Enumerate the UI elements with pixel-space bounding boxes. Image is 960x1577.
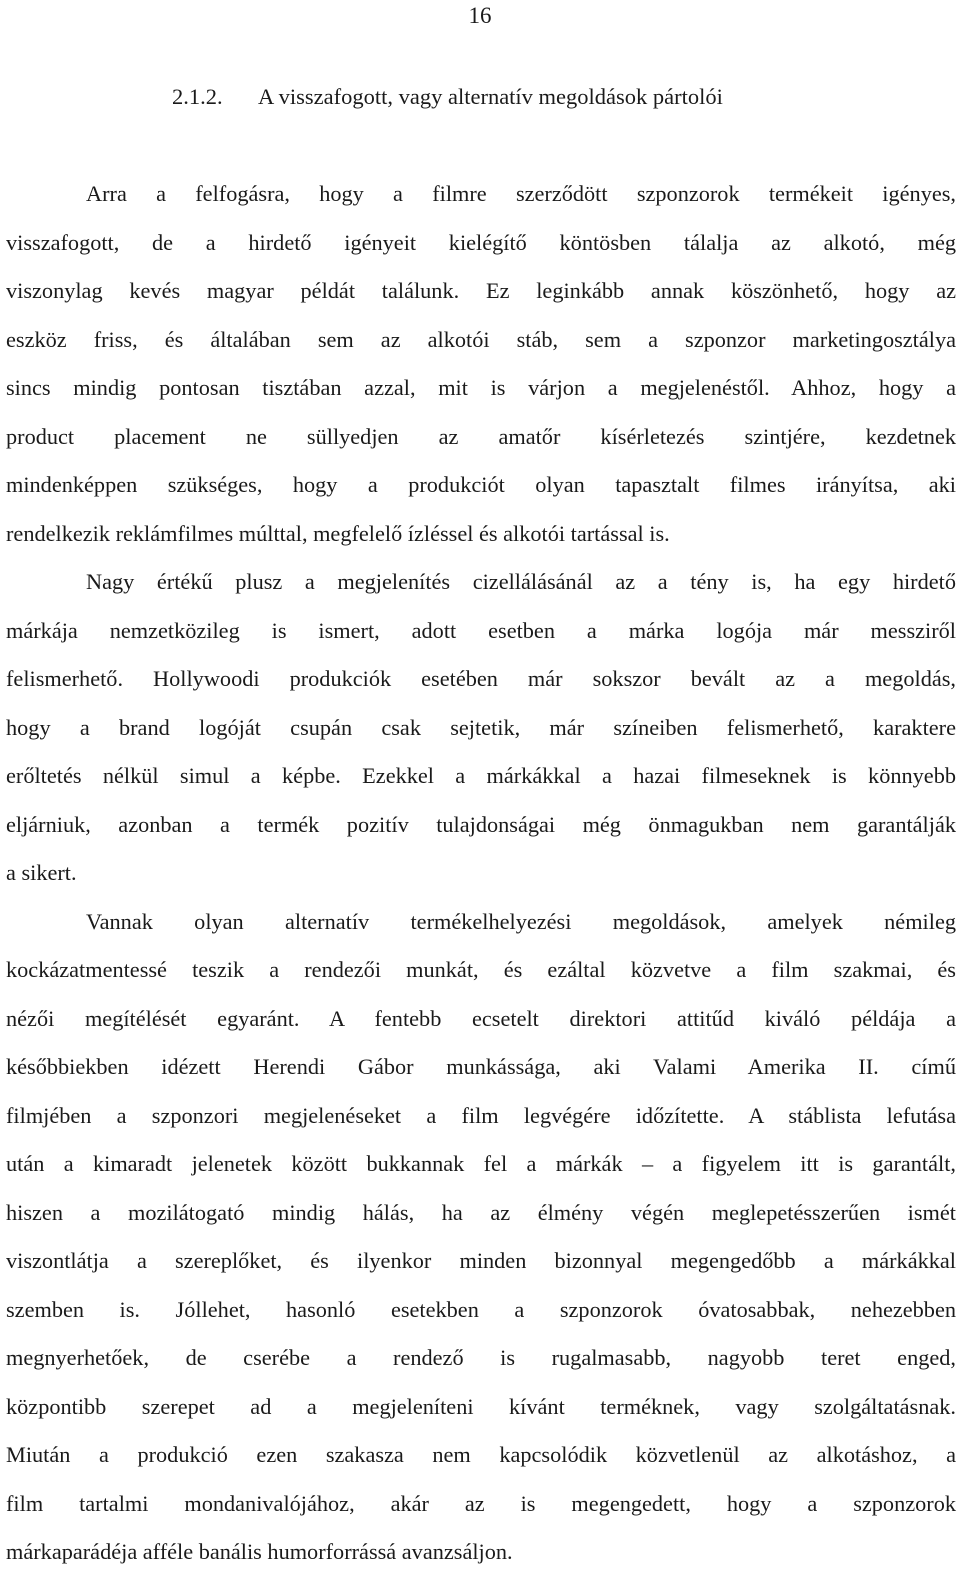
text-line: Vannak olyan alternatív termékelhelyezési megoldások, amelyek némileg	[86, 908, 956, 934]
text-line: Nagy értékű plusz a megjelenítés cizellálásánál az a tény is, ha egy hirdető	[86, 569, 956, 594]
text-line: későbbiekben idézett Herendi Gábor munkássága, aki Valami Amerika II. című	[6, 1054, 956, 1079]
text-line: hiszen a mozilátogató mindig hálás, ha az élmény végén meglepetésszerűen ismét	[6, 1199, 956, 1225]
page-number: 16	[468, 3, 492, 28]
paragraph	[6, 898, 956, 1577]
text-line: Miután a produkció ezen szakasza nem kapcsolódik közvetlenül az alkotáshoz, a	[6, 1442, 956, 1467]
text-line: szemben is. Jóllehet, hasonló esetekben a szponzorok óvatosabbak, nehezebben	[6, 1296, 956, 1322]
text-line: nézői megítélését egyaránt. A fentebb ecsetelt direktori attitűd kiváló példája a	[6, 1005, 956, 1031]
text-line: a sikert.	[6, 860, 77, 885]
paragraph	[6, 558, 956, 898]
body-text	[6, 170, 956, 1577]
text-line: film tartalmi mondanivalójához, akár az is megengedett, hogy a szponzorok	[6, 1490, 956, 1516]
text-line: sincs mindig pontosan tisztában azzal, mit is várjon a megjelenéstől. Ahhoz, hogy a	[6, 375, 956, 400]
text-line: viszonylag kevés magyar példát találunk. Ez leginkább annak köszönhető, hogy az	[6, 278, 956, 303]
section-heading	[172, 83, 723, 111]
section-title: A visszafogott, vagy alternatív megoldások pártolói	[258, 84, 723, 109]
text-line: márkája nemzetközileg is ismert, adott esetben a márka logója már messziről	[6, 617, 956, 643]
text-line: eszköz friss, és általában sem az alkotói stáb, sem a szponzor marketingosztálya	[6, 326, 956, 352]
text-line: viszontlátja a szereplőket, és ilyenkor minden bizonnyal megengedőbb a márkákkal	[6, 1248, 956, 1273]
text-line: után a kimaradt jelenetek között bukkannak fel a márkák – a figyelem itt is garantált,	[6, 1151, 956, 1176]
text-line: márkaparádéja afféle banális humorforrássá avanzsáljon.	[6, 1539, 513, 1564]
text-line: megnyerhetőek, de cserébe a rendező is rugalmasabb, nagyobb teret enged,	[6, 1345, 956, 1370]
paragraph	[6, 170, 956, 558]
text-line: product placement ne süllyedjen az amatőr kísérletezés szintjére, kezdetnek	[6, 423, 956, 449]
text-line: hogy a brand logóját csupán csak sejtetik, már színeiben felismerhető, karaktere	[6, 714, 956, 740]
section-number: 2.1.2.	[172, 84, 223, 109]
text-line: visszafogott, de a hirdető igényeit kielégítő köntösben tálalja az alkotó, még	[6, 229, 956, 255]
text-line: felismerhető. Hollywoodi produkciók esetében már sokszor bevált az a megoldás,	[6, 666, 956, 691]
text-line: mindenképpen szükséges, hogy a produkciót olyan tapasztalt filmes irányítsa, aki	[6, 472, 956, 497]
text-line: filmjében a szponzori megjelenéseket a film legvégére időzítette. A stáblista lefutása	[6, 1102, 956, 1128]
text-line: eljárniuk, azonban a termék pozitív tulajdonságai még önmagukban nem garantálják	[6, 811, 956, 837]
text-line: rendelkezik reklámfilmes múlttal, megfelelő ízléssel és alkotói tartással is.	[6, 520, 670, 546]
text-line: kockázatmentessé teszik a rendezői munkát, és ezáltal közvetve a film szakmai, és	[6, 957, 956, 982]
text-line: központibb szerepet ad a megjeleníteni kívánt terméknek, vagy szolgáltatásnak.	[6, 1393, 956, 1419]
text-line: erőltetés nélkül simul a képbe. Ezekkel a márkákkal a hazai filmeseknek is könnyebb	[6, 763, 956, 788]
text-line: Arra a felfogásra, hogy a filmre szerződött szponzorok termékeit igényes,	[86, 181, 956, 206]
